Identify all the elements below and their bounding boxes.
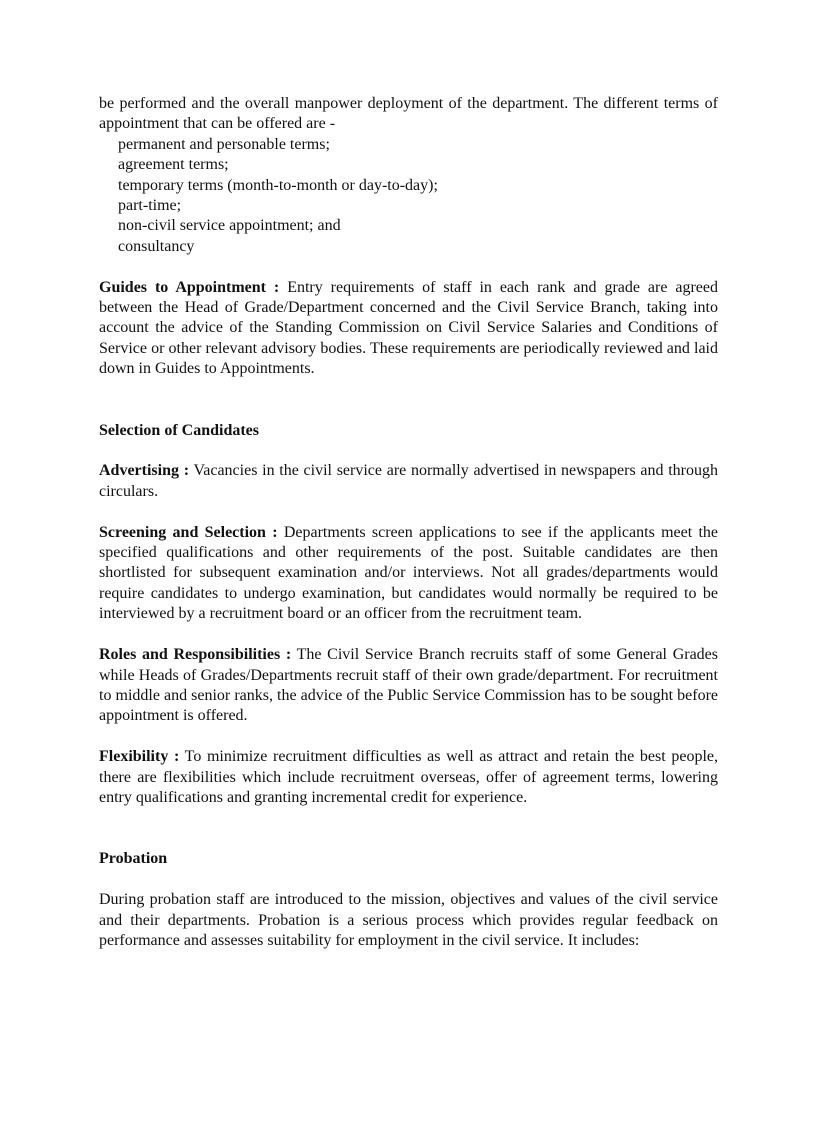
flexibility-lead: Flexibility : (99, 748, 180, 766)
advertising-text: Vacancies in the civil service are normally advertised in newspapers and through circulars. (99, 462, 718, 500)
list-item: non-civil service appointment; and (118, 217, 341, 235)
screening-text: Departments screen applications to see if the applicants meet the specified qualifications and other requirements of the post. Suitable candidates are then shortlisted for subsequent examination and/or interviews. Not all grades/departments would require candidates to undergo examination, but candidates would normally be required to be interviewed by a recruitment board or an officer from the recruitment team. (99, 523, 719, 623)
list-item: agreement terms; (118, 156, 229, 174)
intro-paragraph: be performed and the overall manpower deployment of the department. The different terms of appointment that can be offered are - (99, 95, 718, 133)
probation-heading: Probation (99, 850, 168, 868)
screening-lead: Screening and Selection : (99, 523, 278, 541)
selection-heading: Selection of Candidates (99, 421, 259, 439)
terms-of-appointment-list (99, 135, 718, 257)
roles-text: The Civil Service Branch recruits staff of some General Grades while Heads of Grades/Departments recruit staff of their own grade/department. For recruitment to middle and senior ranks, the advice of the Public Service Commission has to be sought before appointment is offered. (99, 646, 719, 725)
list-item: temporary terms (month-to-month or day-to-day); (118, 176, 438, 194)
guides-text: Entry requirements of staff in each rank and grade are agreed between the Head of Grade/Department concerned and the Civil Service Branch, taking into account the advice of the Standing Commission on Civil Service Salaries and Conditions of Service or other relevant advisory bodies. These requirements are periodically reviewed and laid down in Guides to Appointments. (99, 278, 719, 378)
guides-lead: Guides to Appointment : (99, 278, 280, 296)
roles-paragraph (99, 645, 718, 727)
flexibility-paragraph (99, 747, 718, 808)
roles-lead: Roles and Responsibilities : (99, 646, 292, 664)
list-item: consultancy (118, 237, 195, 255)
list-item: part-time; (118, 197, 182, 215)
list-item: permanent and personable terms; (118, 135, 330, 153)
guides-paragraph (99, 278, 718, 380)
screening-paragraph (99, 523, 718, 625)
document-page (99, 94, 718, 951)
advertising-paragraph (99, 461, 718, 502)
probation-paragraph: During probation staff are introduced to the mission, objectives and values of the civil service and their departments. Probation is a serious process which provides regular feedback on performance and assesses suitability for employment in the civil service. It includes: (99, 891, 718, 949)
advertising-lead: Advertising : (99, 462, 190, 480)
flexibility-text: To minimize recruitment difficulties as well as attract and retain the best people, there are flexibilities which include recruitment overseas, offer of agreement terms, lowering entry qualifications and granting incremental credit for experience. (99, 748, 718, 806)
